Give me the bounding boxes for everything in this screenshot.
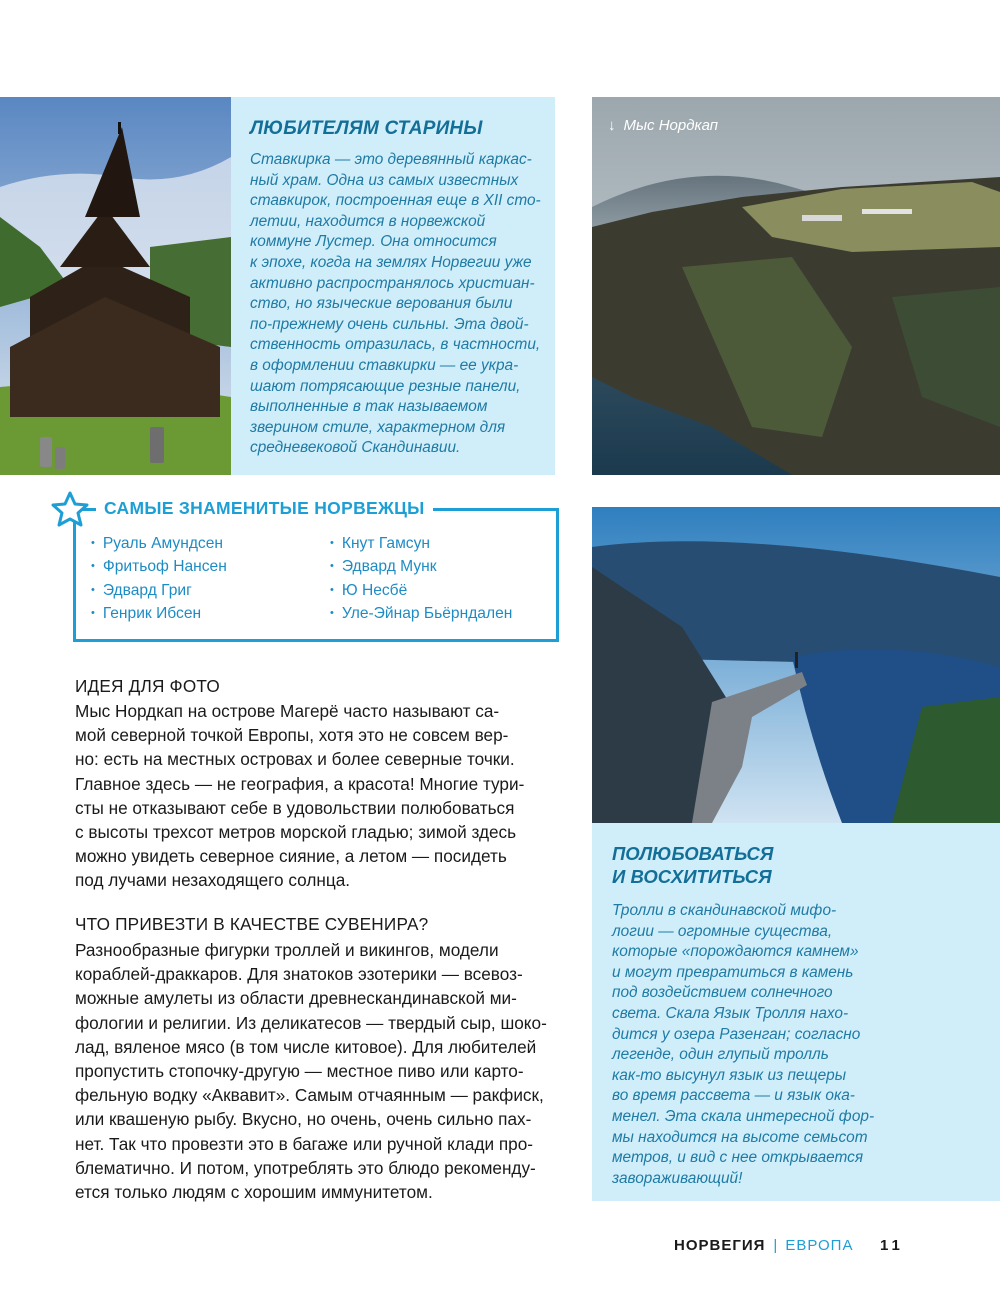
list-item: • Генрик Ибсен [91,603,227,626]
list-item: • Ю Несбё [330,580,512,603]
list-item: • Фритьоф Нансен [91,556,227,579]
footer-country: НОРВЕГИЯ [674,1237,766,1254]
footer-separator: | [773,1237,778,1254]
arrow-down-icon: ↓ [608,117,616,134]
photo-idea-heading: ИДЕЯ ДЛЯ ФОТО [75,676,220,696]
photo-caption [608,117,718,134]
page-footer [674,1237,853,1254]
famous-names-left [91,533,227,626]
page-number: 11 [880,1237,904,1254]
photo-idea-body: Мыс Нордкап на острове Магерё часто называют са- мой северной точкой Европы, хотя это не совсем вер- но: есть на местных островах и более северные точки. Главное здесь — не география, а красота! Многие тури- сты не отказывают себе в удовольствии полюбоваться с высоты трехсот метров морской гладью; зимой здесь можно увидеть северное сияние, а летом — посидеть под лучами незаходящего солнца. [75,701,525,891]
nordkapp-photo [592,97,1000,475]
star-icon [50,490,90,528]
callout-troll-heading: ПОЛЮБОВАТЬСЯ И ВОСХИТИТЬСЯ [612,843,774,887]
list-item: • Уле-Эйнар Бьёрндален [330,603,512,626]
souvenir-body: Разнообразные фигурки троллей и викингов, модели кораблей-драккаров. Для знатоков эзотерики — всевоз- можные амулеты из области древнескандинавской ми- фологии и религии. Из деликатесов — твердый сыр, шоко- лад, вяленое мясо (в том числе китовое). Для любителей пропустить стопочку-другую — местное пиво или карто- фельную водку «Аквавит». Самым отчаянным — ракфиск, или квашеную рыбу. Вкусно, но очень, очень сильно пах- нет. Так что провезти это в багаже или ручной клади про- блематично. И потом, употреблять это блюдо рекоменду- ется только людям с хорошим иммунитетом. [75,940,547,1203]
stave-church-photo [0,97,231,475]
souvenir-heading: ЧТО ПРИВЕЗТИ В КАЧЕСТВЕ СУВЕНИРА? [75,914,429,934]
famous-names-right [330,533,512,626]
callout-old-body: Ставкирка — это деревянный каркас- ный храм. Одна из самых известных ставкирок, построенная еще в XII сто- летии, находится в норвежской коммуне Лустер. Она относится к эпохе, когда на землях Норвегии уже активно распространялось христиан- ство, но языческие верования были по-прежнему очень сильны. Эта двой- ственность отразилась, в частности, в оформлении ставкирки — ее укра- шают потрясающие резные панели, выполненные в так называемом зверином стиле, характерном для средневековой Скандинавии. [250,151,541,457]
footer-region: ЕВРОПА [785,1237,854,1254]
callout-old-times [231,97,555,475]
list-item: • Кнут Гамсун [330,533,512,556]
list-item: • Руаль Амундсен [91,533,227,556]
list-item: • Эдвард Мунк [330,556,512,579]
trolltunga-photo [592,507,1000,823]
callout-troll-body: Тролли в скандинавской мифо- логии — огромные существа, которые «порождаются камнем» и могут превратиться в камень под воздействием солнечного света. Скала Язык Тролля нахо- дится у озера Разенган; согласно легенде, один глупый тролль как-то высунул язык из пещеры во время рассвета — и язык ока- менел. Эта скала интересной фор- мы находится на высоте семьсот метров, и вид с нее открывается завораживающий! [612,902,875,1187]
callout-troll [592,823,1000,1201]
famous-norwegians-title: САМЫЕ ЗНАМЕНИТЫЕ НОРВЕЖЦЫ [96,498,433,519]
callout-old-heading: ЛЮБИТЕЛЯМ СТАРИНЫ [250,118,483,139]
photo-caption-text: Мыс Нордкап [623,117,719,134]
list-item: • Эдвард Григ [91,580,227,603]
